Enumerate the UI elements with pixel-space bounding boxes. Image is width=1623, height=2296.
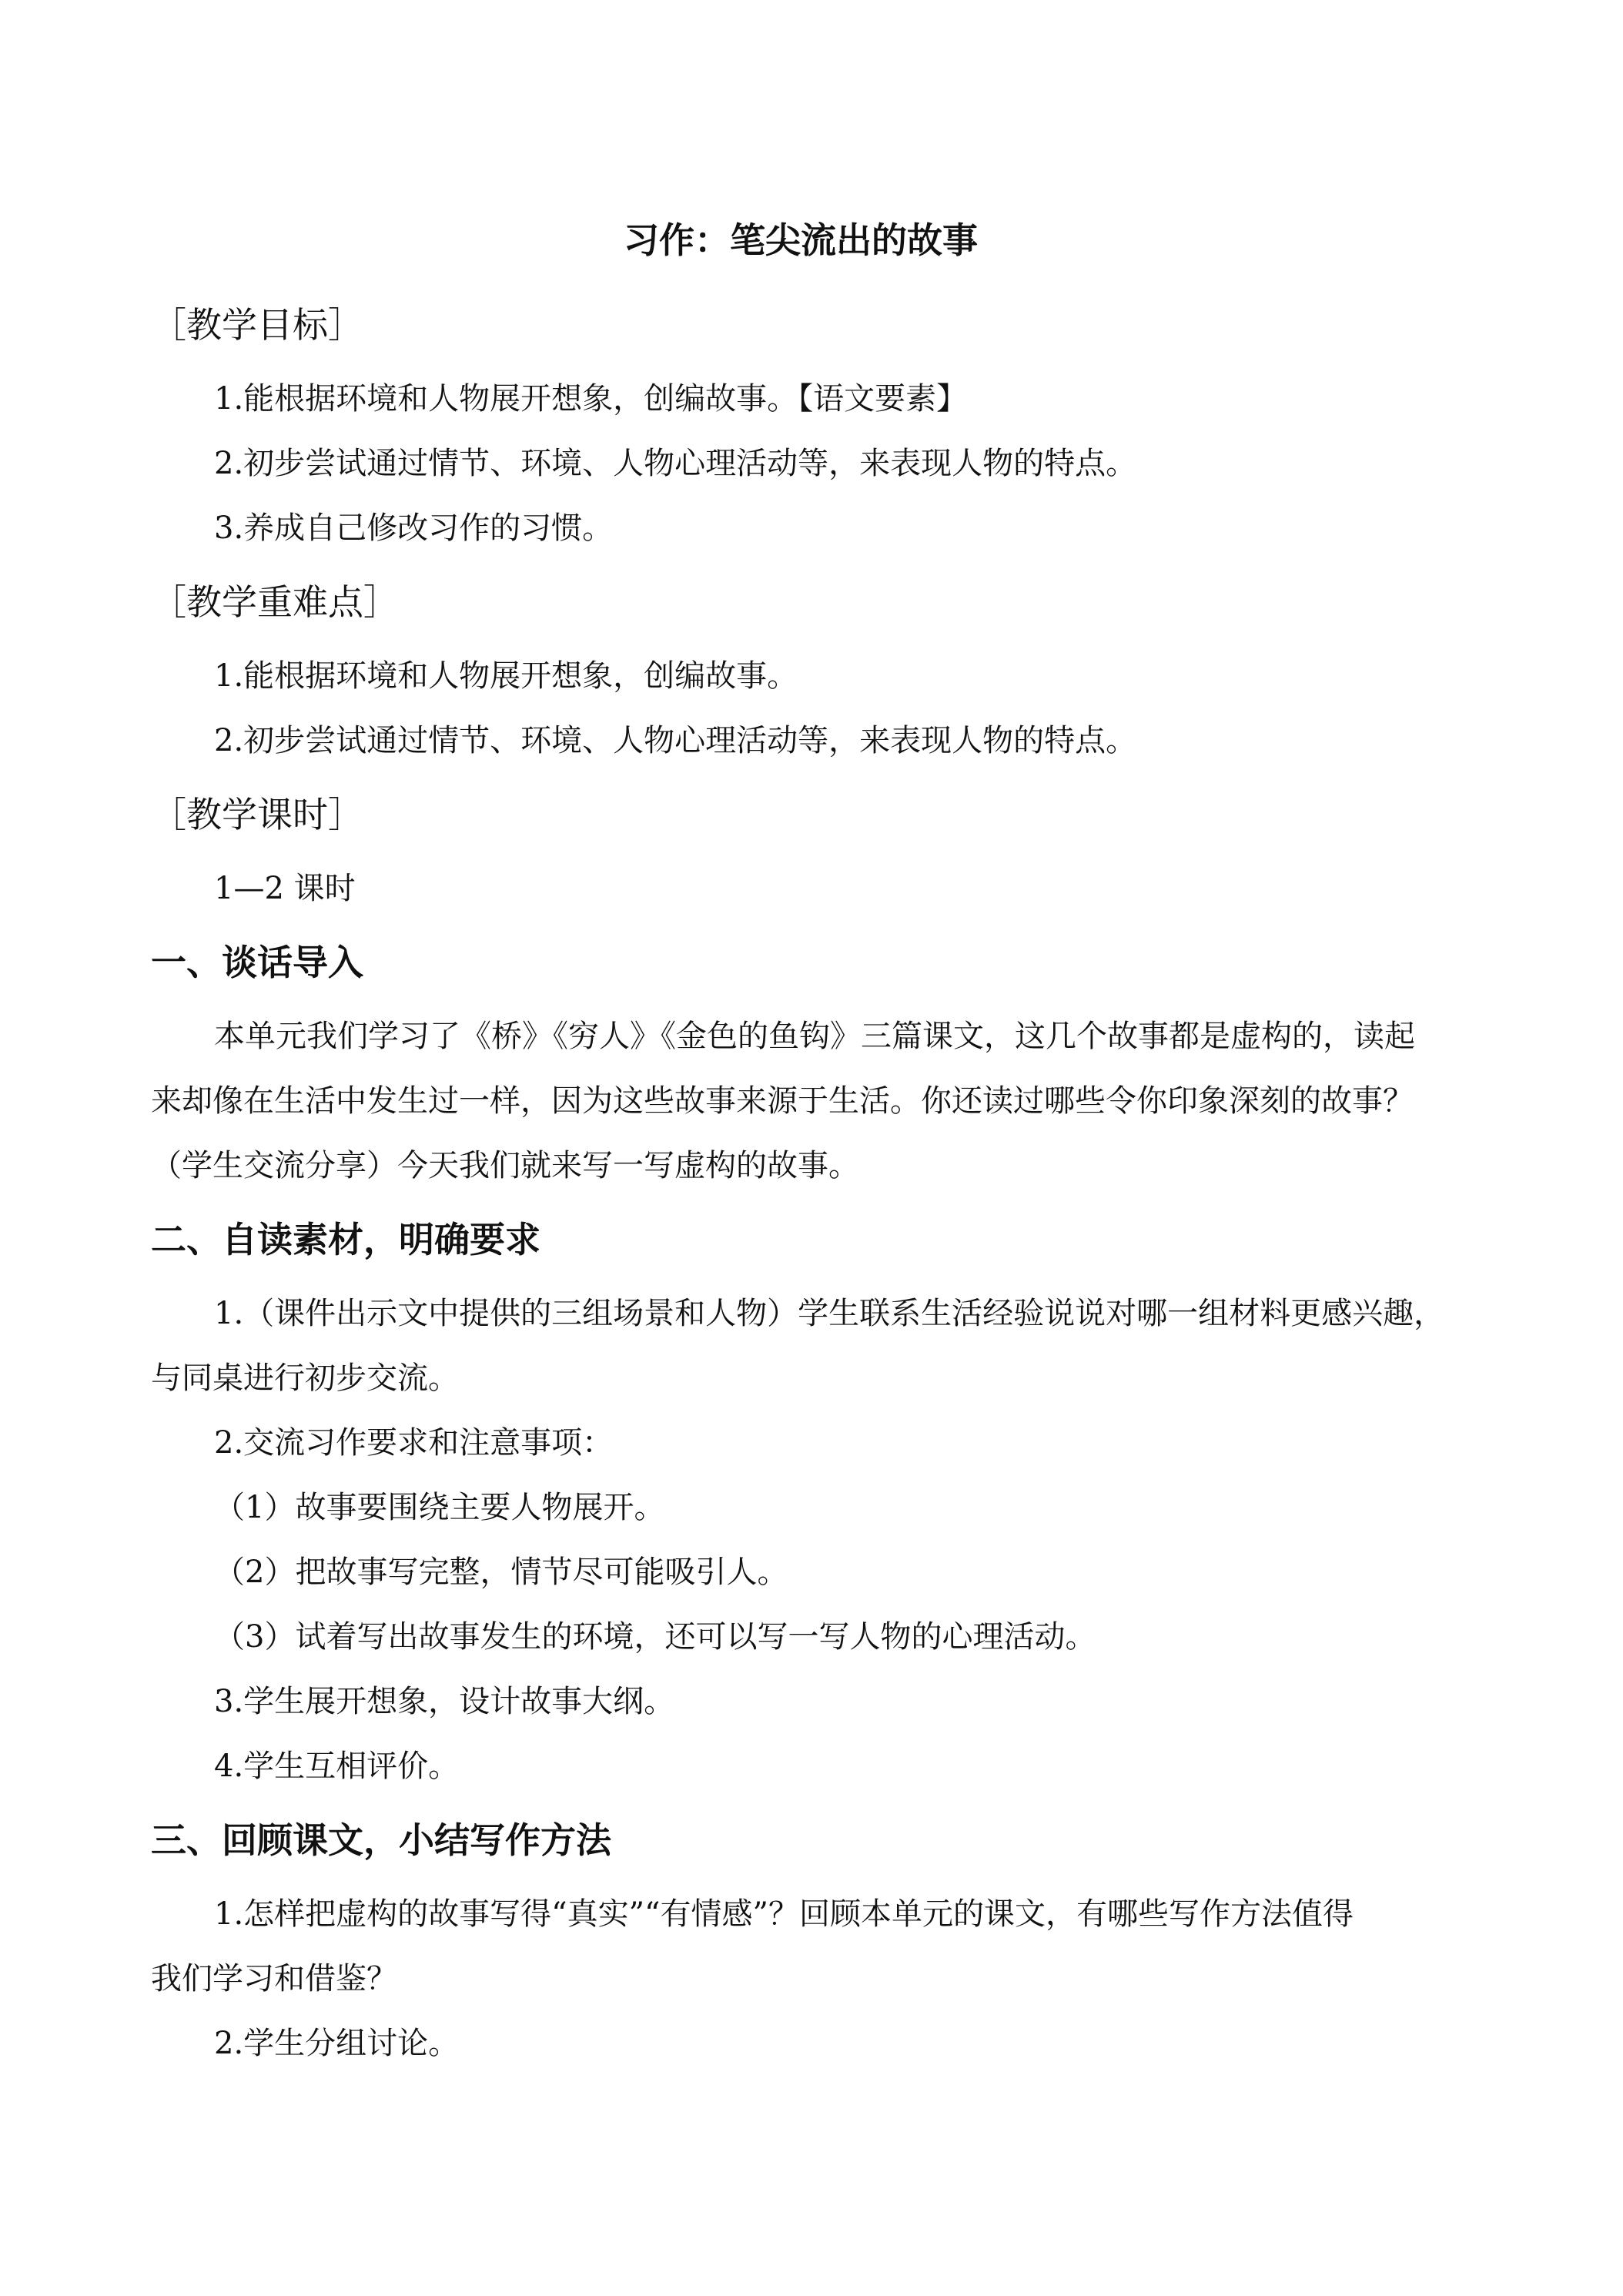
section2-item-2: 2.交流习作要求和注意事项： [214, 1425, 614, 1461]
section2-item1-line-2: 与同桌进行初步交流。 [151, 1361, 459, 1396]
goals-item-3: 3.养成自己修改习作的习惯。 [214, 510, 614, 546]
section1-line-1: 本单元我们学习了《桥》《穷人》《金色的鱼钩》三篇课文，这几个故事都是虚构的，读起 [214, 1019, 1415, 1054]
goals-item-1: 1.能根据环境和人物展开想象，创编故事。【语文要素】 [214, 381, 968, 417]
section1-line-3: （学生交流分享）今天我们就来写一写虚构的故事。 [151, 1148, 859, 1183]
section2-subitem-3: （3）试着写出故事发生的环境，还可以写一写人物的心理活动。 [214, 1619, 1096, 1655]
section2-item-3: 3.学生展开想象，设计故事大纲。 [214, 1684, 675, 1719]
section2-item-4: 4.学生互相评价。 [214, 1749, 460, 1784]
key-points-item-1: 1.能根据环境和人物展开想象，创编故事。 [214, 658, 798, 694]
document-title: 习作：笔尖流出的故事 [624, 219, 978, 261]
section2-heading: 二、自读素材，明确要求 [151, 1219, 540, 1260]
section1-heading: 一、谈话导入 [151, 942, 363, 983]
section3-heading: 三、回顾课文，小结写作方法 [151, 1819, 611, 1861]
section2-item1-line-1: 1.（课件出示文中提供的三组场景和人物）学生联系生活经验说说对哪一组材料更感兴趣， [214, 1296, 1445, 1331]
key-points-item-2: 2.初步尝试通过情节、环境、人物心理活动等，来表现人物的特点。 [214, 723, 1137, 758]
section3-item1-line-1: 1.怎样把虚构的故事写得“真实”“有情感”？回顾本单元的课文，有哪些写作方法值得 [214, 1896, 1354, 1932]
section3-item-2: 2.学生分组讨论。 [214, 2026, 460, 2061]
section3-item1-line-2: 我们学习和借鉴？ [151, 1961, 397, 1996]
periods-text: 1—2 课时 [214, 871, 356, 906]
section1-line-2: 来却像在生活中发生过一样，因为这些故事来源于生活。你还读过哪些令你印象深刻的故事？ [151, 1083, 1414, 1119]
section2-subitem-1: （1）故事要围绕主要人物展开。 [214, 1490, 665, 1525]
goals-item-2: 2.初步尝试通过情节、环境、人物心理活动等，来表现人物的特点。 [214, 446, 1137, 481]
goals-heading: ［教学目标］ [151, 304, 363, 346]
section2-subitem-2: （2）把故事写完整，情节尽可能吸引人。 [214, 1555, 788, 1590]
key-points-heading: ［教学重难点］ [151, 581, 399, 623]
periods-heading: ［教学课时］ [151, 794, 363, 835]
